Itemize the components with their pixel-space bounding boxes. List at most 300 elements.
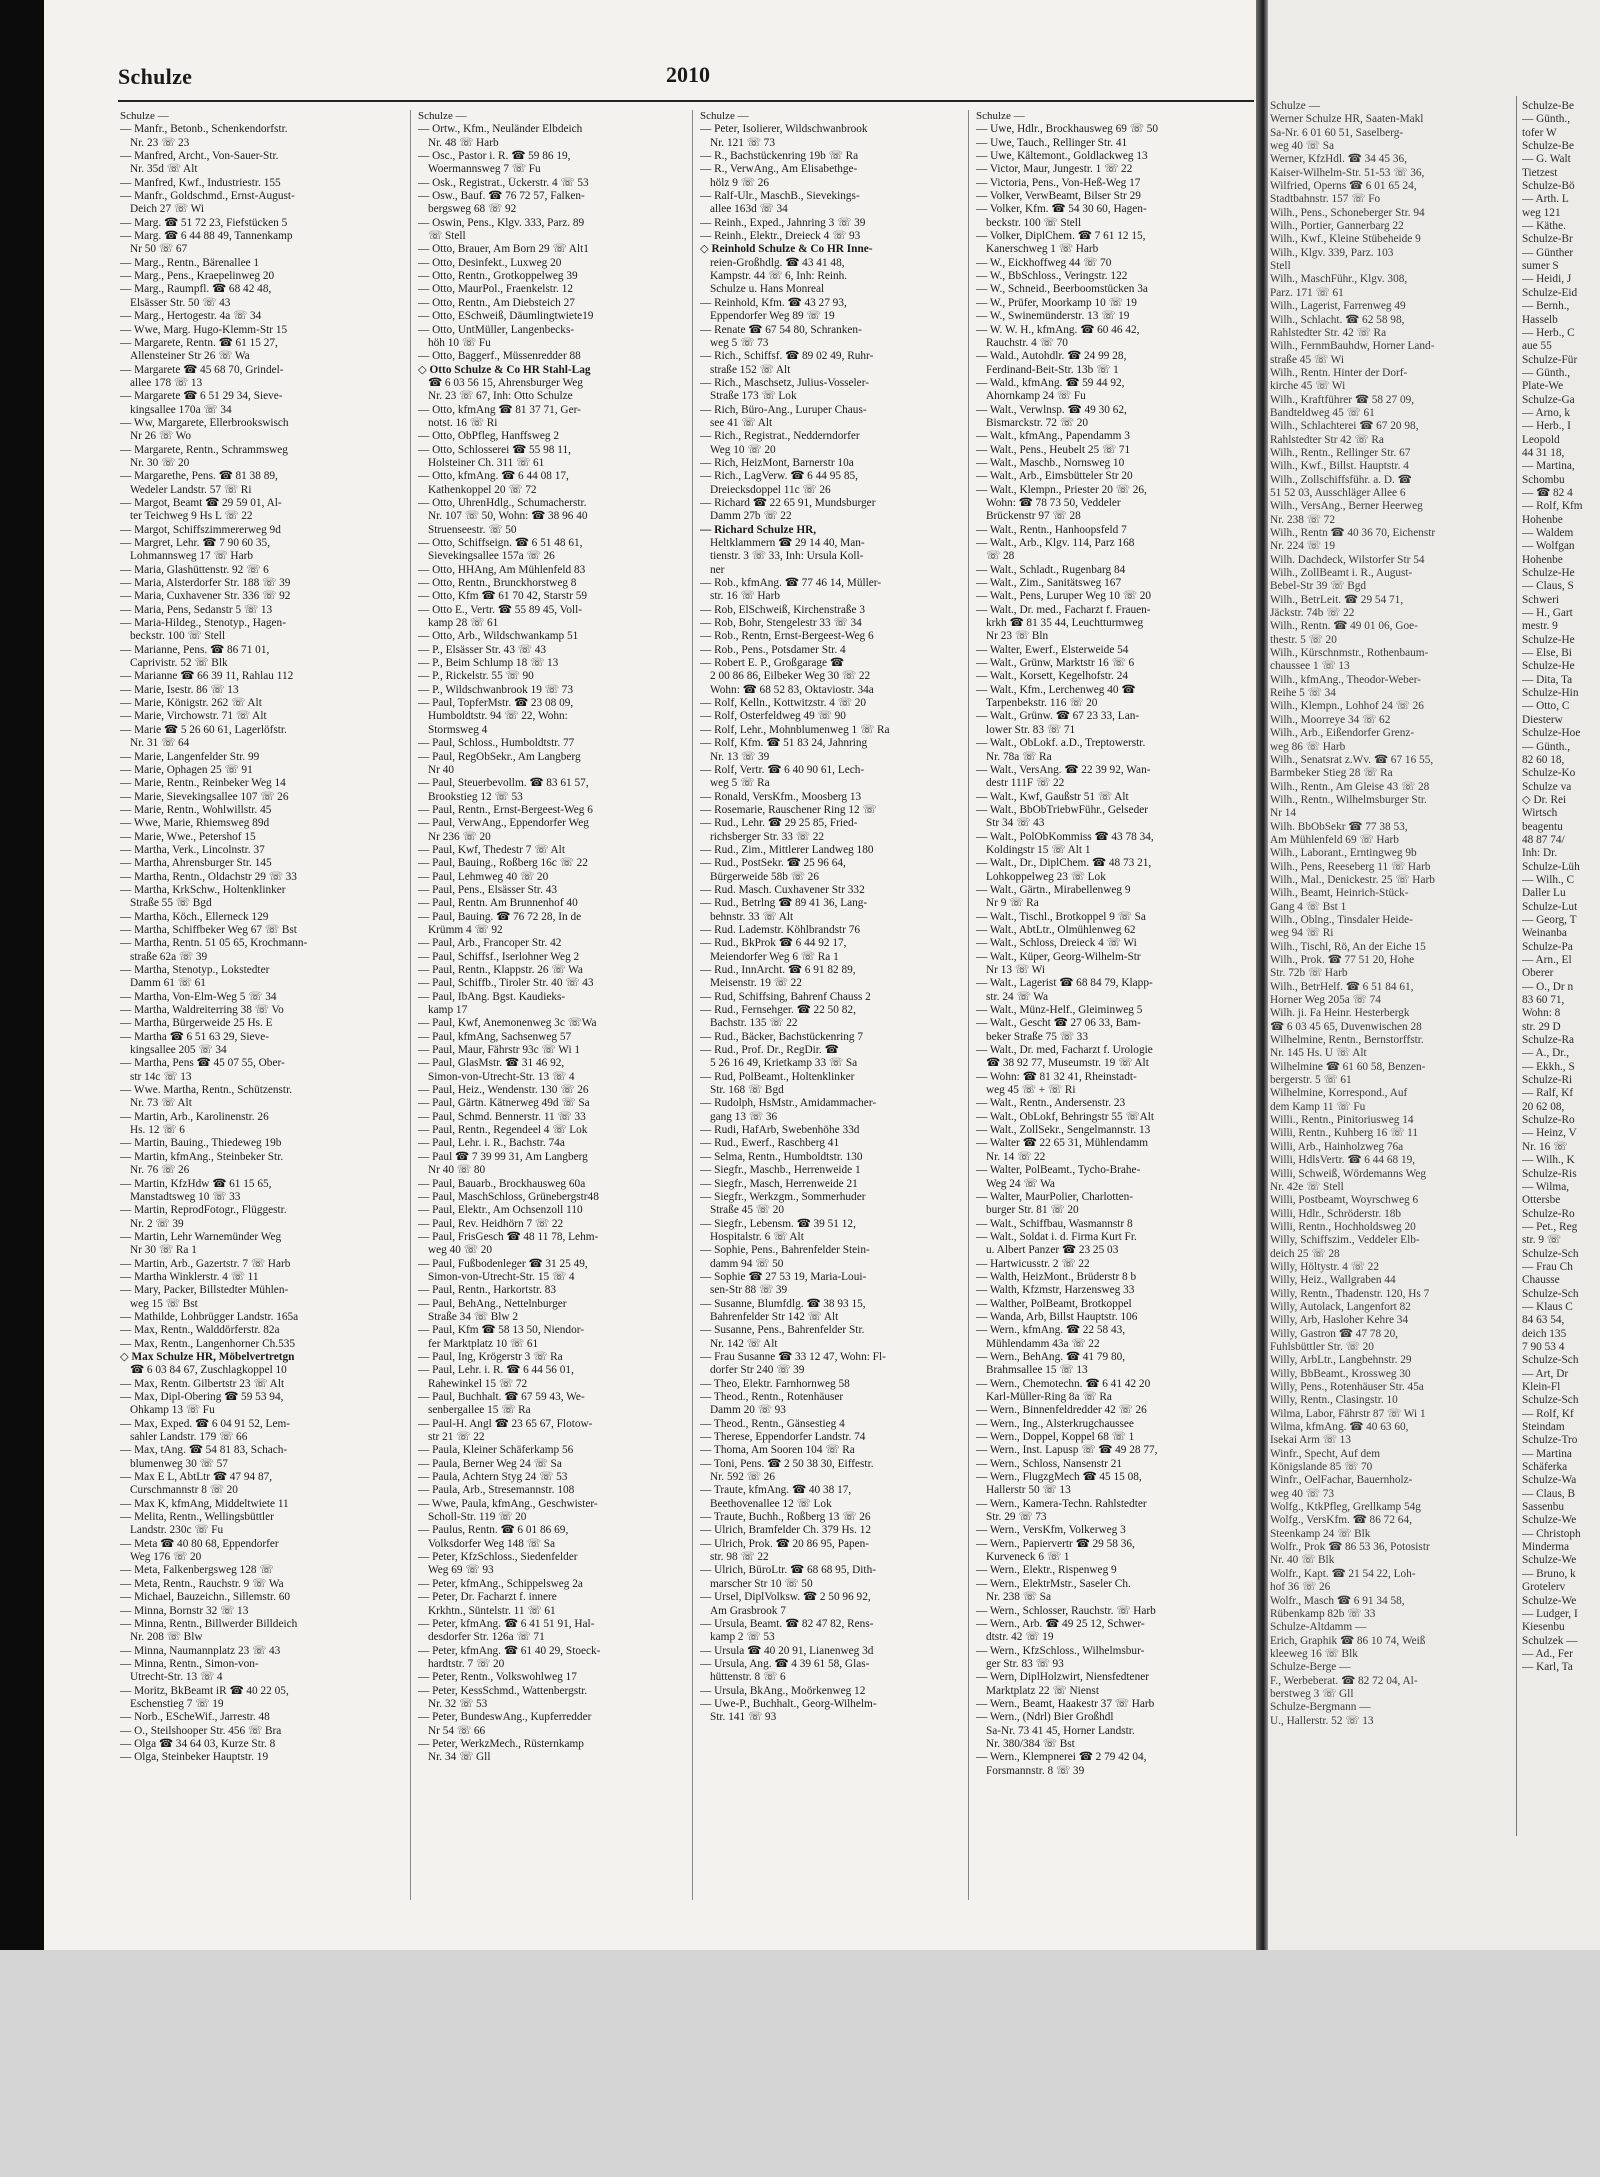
adjacent-entry: Jäckstr. 74b ☏ 22	[1270, 607, 1355, 620]
directory-entry: — Wern., Arb. ☎ 49 25 12, Schwer-	[976, 1617, 1145, 1630]
entry-continuation: damm 94 ☏ 50	[710, 1257, 784, 1270]
directory-entry: — Peter, kfmAng. ☎ 61 40 29, Stoeck-	[418, 1644, 601, 1657]
directory-entry: — Walt., Münz-Helf., Gleiminweg 5	[976, 1004, 1143, 1017]
entry-continuation: Volksdorfer Weg 148 ☏ Sa	[428, 1537, 556, 1550]
directory-entry: — Walt., Kfm., Lerchenweg 40 ☎	[976, 683, 1136, 696]
directory-entry: — Peter, Isolierer, Wildschwanbrook	[700, 123, 868, 136]
directory-entry: — Paul, Lehr. i. R., Bachstr. 74a	[418, 1137, 565, 1150]
entry-continuation: ☎ 38 92 77, Museumstr. 19 ☏ Alt	[986, 1057, 1149, 1070]
entry-continuation: Nr. 34 ☏ Gll	[428, 1751, 491, 1764]
adjacent-entry: U., Hallerstr. 52 ☏ 13	[1270, 1714, 1374, 1727]
adjacent-entry: Wilh., Zollschiffsführ. a. D. ☎	[1270, 473, 1412, 486]
directory-entry: — Wern., kfmAng. ☎ 22 58 43,	[976, 1324, 1126, 1337]
directory-entry: — Ww, Margarete, Ellerbrookswisch	[120, 416, 289, 429]
directory-entry: — Ralf-Ulr., MaschB., Sievekings-	[700, 190, 860, 203]
column-divider	[968, 110, 969, 1900]
adjacent-entry: Nr. 16 ☏	[1522, 1140, 1568, 1153]
directory-entry: — Walt., Rentn., Hanhoopsfeld 7	[976, 523, 1127, 536]
directory-entry: — Martha, Waldreiterring 38 ☏ Vo	[120, 1004, 284, 1017]
directory-entry: — Walt., Gescht ☎ 27 06 33, Bam-	[976, 1017, 1141, 1030]
entry-continuation: Nr 26 ☏ Wo	[130, 430, 192, 443]
entry-continuation: Ohkamp 13 ☏ Fu	[130, 1404, 215, 1417]
directory-entry: — Paul, FrisGesch ☎ 48 11 78, Lehm-	[418, 1230, 599, 1243]
entry-continuation: Str. 168 ☏ Bgd	[710, 1084, 784, 1097]
directory-entry: — Otto, Schlosserei ☎ 55 98 11,	[418, 443, 571, 456]
directory-entry: — Olga, Steinbeker Hauptstr. 19	[120, 1751, 269, 1764]
directory-entry: ◇ Reinhold Schulze & Co HR Inne-	[700, 243, 873, 256]
adjacent-entry: Isekai Arm ☏ 13	[1270, 1434, 1351, 1447]
directory-entry: — Martin, Arb., Karolinenstr. 26	[120, 1110, 269, 1123]
directory-entry: — Walt., Soldat i. d. Firma Kurt Fr.	[976, 1230, 1137, 1243]
adjacent-entry: F., Werbeberat. ☎ 82 72 04, Al-	[1270, 1674, 1418, 1687]
directory-entry: — Paul, Heiz., Wendenstr. 130 ☏ 26	[418, 1084, 589, 1097]
directory-entry: — Max, Rentn., Walddörferstr. 82a	[120, 1324, 280, 1337]
adjacent-entry: Königslande 85 ☏ 70	[1270, 1461, 1373, 1474]
adjacent-entry: Wilh., Pens., Schoneberger Str. 94	[1270, 206, 1425, 219]
directory-entry: — Rud, Schiffsing, Bahrenf Chauss 2	[700, 990, 871, 1003]
directory-entry: — Peter, Rentn., Volkswohlweg 17	[418, 1671, 577, 1684]
directory-entry: — Rob, Bohr, Stengelestr 33 ☏ 34	[700, 617, 862, 630]
adjacent-entry: Schulze-He	[1522, 660, 1575, 673]
adjacent-entry: Nr. 40 ☏ Blk	[1270, 1554, 1335, 1567]
directory-entry: — Paulus, Rentn. ☎ 6 01 86 69,	[418, 1524, 569, 1537]
adjacent-entry: Wilh., Rentn. ☎ 49 01 06, Goe-	[1270, 620, 1418, 633]
directory-entry: — Marie, Virchowstr. 71 ☏ Alt	[120, 710, 267, 723]
adjacent-entry: 82 60 18,	[1522, 753, 1565, 766]
adjacent-entry: kleeweg 16 ☏ Blk	[1270, 1647, 1358, 1660]
adjacent-entry: Wilh. Dachdeck, Wilstorfer Str 54	[1270, 553, 1425, 566]
entry-continuation: Hospitalstr. 6 ☏ Alt	[710, 1230, 804, 1243]
directory-entry: — Osw., Bauf. ☎ 76 72 57, Falken-	[418, 190, 585, 203]
directory-entry: — Margarete ☎ 6 51 29 34, Sieve-	[120, 390, 283, 403]
directory-entry: — P., Beim Schlump 18 ☏ 13	[418, 657, 559, 670]
directory-entry: — Rich., LagVerw. ☎ 6 44 95 85,	[700, 470, 858, 483]
directory-entry: — Peter, BundeswAng., Kupferredder	[418, 1711, 592, 1724]
adjacent-entry: Schulze-Für	[1522, 353, 1578, 366]
adjacent-entry: — Klaus C	[1522, 1300, 1573, 1313]
adjacent-entry: berstweg 3 ☏ Gll	[1270, 1687, 1354, 1700]
adjacent-entry: Wilhelmine ☎ 61 60 58, Benzen-	[1270, 1060, 1426, 1073]
directory-entry: — Walt., Zim., Sanitätsweg 167	[976, 577, 1122, 590]
directory-entry: — Siegfr., Maschb., Herrenweide 1	[700, 1164, 861, 1177]
column-3	[700, 110, 962, 1940]
entry-continuation: kamp 17	[428, 1004, 468, 1017]
directory-entry: — Walt., Dr. med., Facharzt f. Frauen-	[976, 603, 1151, 616]
entry-continuation: Ahornkamp 24 ☏ Fu	[986, 390, 1086, 403]
directory-entry: — Paul, Rentn., Klappstr. 26 ☏ Wa	[418, 964, 583, 976]
entry-continuation: Nr. 23 ☏ 67, Inh: Otto Schulze	[428, 390, 573, 403]
adjacent-entry: Sa-Nr. 6 01 60 51, Saselberg-	[1270, 126, 1404, 139]
directory-entry: — Uwe, Kältemont., Goldlackweg 13	[976, 150, 1148, 163]
entry-continuation: Weg 24 ☏ Wa	[986, 1177, 1055, 1190]
directory-entry: — Wwe, Paula, kfmAng., Geschwister-	[418, 1497, 598, 1510]
adjacent-entry: tofer W	[1522, 126, 1557, 139]
entry-continuation: dtstr. 42 ☏ 19	[986, 1631, 1054, 1644]
entry-continuation: Nr. 14 ☏ 22	[986, 1150, 1046, 1163]
adjacent-entry: Wilh., Schlacht. ☎ 62 58 98,	[1270, 313, 1405, 326]
adjacent-entry: Hohenbe	[1522, 513, 1563, 526]
adjacent-entry: Schulze-Ko	[1522, 767, 1576, 780]
adjacent-entry: — Arn., El	[1522, 954, 1572, 966]
directory-entry: — Paul, Kfm ☎ 58 13 50, Niendor-	[418, 1324, 585, 1337]
directory-entry: — Walt., VersAng. ☎ 22 39 92, Wan-	[976, 763, 1151, 776]
directory-entry: — Walt., Kwf, Gaußstr 51 ☏ Alt	[976, 790, 1129, 803]
adjacent-entry: hof 36 ☏ 26	[1270, 1581, 1331, 1594]
adjacent-entry: Willi, Postbeamt, Woyrschweg 6	[1270, 1194, 1419, 1207]
entry-continuation: Stormsweg 4	[428, 723, 488, 736]
directory-entry: — Wald., Autohdlr. ☎ 24 99 28,	[976, 350, 1127, 363]
entry-continuation: Nr 30 ☏ Ra 1	[130, 1244, 197, 1257]
directory-entry: — Rich., Maschsetz, Julius-Vosseler-	[700, 376, 869, 389]
adjacent-entry: Willi, Hdlr., Schröderstr. 18b	[1270, 1207, 1402, 1220]
directory-entry: — Paul, Kwf, Anemonenweg 3c ☏Wa	[418, 1017, 597, 1030]
directory-entry: — Reinh., Elektr., Dreieck 4 ☏ 93	[700, 230, 861, 243]
directory-entry: — Rich., Schiffsf. ☎ 89 02 49, Ruhr-	[700, 350, 874, 363]
directory-entry: — Paul, Fußbodenleger ☎ 31 25 49,	[418, 1257, 588, 1270]
directory-entry: — Meta, Falkenbergsweg 128 ☏	[120, 1564, 274, 1577]
directory-entry: — Maria, Cuxhavener Str. 336 ☏ 92	[120, 590, 291, 603]
entry-continuation: tienstr. 3 ☏ 33, Inh: Ursula Koll-	[710, 550, 864, 563]
adjacent-entry: Klein-Fl	[1522, 1381, 1561, 1393]
adjacent-entry: Grotelerv	[1522, 1581, 1566, 1594]
adjacent-entry: Schulze-Lüh	[1522, 860, 1580, 873]
entry-continuation: ger Str. 83 ☏ 93	[986, 1657, 1064, 1670]
entry-continuation: Nr 50 ☏ 67	[130, 243, 188, 256]
directory-entry: — Rud., Fernsehger. ☎ 22 50 82,	[700, 1004, 856, 1017]
adjacent-entry: — Martina,	[1522, 460, 1575, 473]
adjacent-entry: 51 52 03, Ausschläger Allee 6	[1270, 486, 1406, 499]
entry-continuation: Str. 29 ☏ 73	[986, 1511, 1047, 1524]
entry-continuation: Bürgerweide 58b ☏ 26	[710, 870, 819, 883]
directory-entry: — Peter, Dr. Facharzt f. innere	[418, 1591, 557, 1604]
entry-continuation: Rauchstr. 4 ☏ 70	[986, 336, 1068, 349]
adjacent-entry: Willy, Gastron ☎ 47 78 20,	[1270, 1327, 1399, 1340]
directory-entry: — Maria, Glashüttenstr. 92 ☏ 6	[120, 563, 269, 576]
directory-entry: — Rosemarie, Rauschener Ring 12 ☏	[700, 803, 877, 816]
directory-entry: — Maria-Hildeg., Stenotyp., Hagen-	[120, 617, 286, 630]
directory-entry: — Walt., kfmAng., Papendamm 3	[976, 430, 1130, 443]
adjacent-entry: Schulze-We	[1522, 1554, 1577, 1567]
entry-continuation: Straße 55 ☏ Bgd	[130, 897, 212, 910]
entry-continuation: Kanerschweg 1 ☏ Harb	[986, 243, 1099, 256]
entry-continuation: Nr. 592 ☏ 26	[710, 1471, 775, 1484]
directory-entry: — Martha, KrkSchw., Holtenklinker	[120, 883, 286, 896]
entry-continuation: Nr. 238 ☏ Sa	[986, 1591, 1051, 1604]
entry-continuation: destr 111F ☏ 22	[986, 777, 1065, 790]
entry-continuation: Nr. 76 ☏ 26	[130, 1164, 190, 1177]
directory-entry: — Rud, PolBeamt., Holtenklinker	[700, 1070, 855, 1083]
adjacent-entry: Wirtsch	[1522, 807, 1558, 820]
adjacent-entry: Steenkamp 24 ☏ Blk	[1270, 1527, 1371, 1540]
adjacent-entry: — Günth.,	[1522, 366, 1571, 379]
adjacent-entry: Kiesenbu	[1522, 1621, 1565, 1634]
directory-entry: — O., Steilshooper Str. 456 ☏ Bra	[120, 1724, 282, 1737]
directory-entry: — Paul, Bauing., Roßberg 16c ☏ 22	[418, 857, 588, 870]
adjacent-entry: — Pet., Reg	[1522, 1220, 1578, 1233]
adjacent-entry: Wilh., Kwf., Billst. Hauptstr. 4	[1270, 460, 1409, 473]
directory-entry: — Walt., ZollSekr., Sengelmannstr. 13	[976, 1124, 1151, 1137]
adjacent-entry: — Günth.,	[1522, 113, 1571, 126]
directory-entry: — Otto, Kfm ☎ 61 70 42, Starstr 59	[418, 590, 588, 603]
entry-continuation: Kurveneck 6 ☏ 1	[986, 1551, 1070, 1564]
entry-continuation: Weg 69 ☏ 93	[428, 1564, 494, 1577]
adjacent-entry: Schulze-Berge —	[1270, 1661, 1351, 1674]
directory-entry: — Walt., Klempn., Priester 20 ☏ 26,	[976, 483, 1147, 496]
directory-entry: — Paul, VerwAng., Eppendorfer Weg	[418, 817, 589, 830]
adjacent-entry: weg 40 ☏ 73	[1270, 1487, 1335, 1500]
directory-entry: — Rob., Pens., Potsdamer Str. 4	[700, 643, 846, 656]
directory-entry: — Otto, Rentn., Am Diebsteich 27	[418, 296, 575, 309]
directory-entry: — Walt., Schiffbau, Wasmannstr 8	[976, 1217, 1133, 1230]
adjacent-entry: Winfr., OelFachar, Bauernholz-	[1270, 1474, 1413, 1487]
directory-entry: — Toni, Pens. ☎ 2 50 38 30, Eiffestr.	[700, 1457, 874, 1470]
adjacent-entry: Schulze-We	[1522, 1594, 1577, 1607]
directory-entry: — Wern., Beamt, Haakestr 37 ☏ Harb	[976, 1697, 1155, 1710]
entry-continuation: Heltklammern ☎ 29 14 40, Man-	[710, 537, 865, 549]
adjacent-entry: Willi, Schweiß, Wördemanns Weg	[1270, 1167, 1427, 1180]
adjacent-entry: 7 90 53 4	[1522, 1340, 1565, 1353]
adjacent-entry: Schulze-Tro	[1522, 1434, 1578, 1447]
entry-continuation: Straße 45 ☏ 20	[710, 1204, 785, 1217]
adjacent-entry: Schombu	[1522, 473, 1565, 486]
directory-entry: — Ursel, DiplVolksw. ☎ 2 50 96 92,	[700, 1591, 871, 1604]
entry-continuation: Wohn: ☎ 78 73 50, Veddeler	[986, 496, 1121, 509]
adjacent-entry: — H., Gart	[1522, 607, 1573, 620]
directory-entry: — Walt., ObLokf, Behringstr 55 ☏Alt	[976, 1110, 1155, 1123]
entry-continuation: 5 26 16 49, Krietkamp 33 ☏ Sa	[710, 1057, 858, 1070]
adjacent-entry: Wolfr., Kapt. ☎ 21 54 22, Loh-	[1270, 1567, 1416, 1580]
directory-entry: — Otto, ObPfleg, Hanffsweg 2	[418, 430, 559, 443]
entry-continuation: Struenseestr. ☏ 50	[428, 523, 517, 536]
entry-continuation: Eppendorfer Weg 89 ☏ 19	[710, 310, 835, 323]
adjacent-entry: Wilh., Lagerist, Farrenweg 49	[1270, 300, 1406, 313]
directory-entry: — Paul, Schmd. Bennerstr. 11 ☏ 33	[418, 1110, 586, 1123]
adjacent-entry: Willy, Autolack, Langenfort 82	[1270, 1300, 1411, 1313]
entry-continuation: Nr. 78a ☏ Ra	[986, 750, 1052, 763]
adjacent-entry: dem Kamp 11 ☏ Fu	[1270, 1100, 1366, 1113]
directory-entry: — Selma, Rentn., Humboldtstr. 130	[700, 1150, 863, 1163]
directory-entry: — Max, tAng. ☎ 54 81 83, Schach-	[120, 1444, 288, 1457]
directory-entry: — Martin, ReprodFotogr., Flüggestr.	[120, 1204, 287, 1217]
header-rule	[118, 100, 1254, 102]
adjacent-page	[1268, 0, 1600, 1950]
adjacent-entry: Wolfg., VersKfm. ☎ 86 72 64,	[1270, 1514, 1412, 1527]
adjacent-entry: — Arno, k	[1522, 406, 1571, 419]
entry-continuation: Nr. 23 ☏ 23	[130, 136, 190, 149]
directory-entry: — Walt., Grünw. ☎ 67 23 33, Lan-	[976, 710, 1140, 723]
directory-entry: — Martha, Verk., Lincolnstr. 37	[120, 843, 265, 856]
directory-entry: — Ulrich, Bramfelder Ch. 379 Hs. 12	[700, 1524, 871, 1537]
adjacent-entry: Willy, Heiz., Wallgraben 44	[1270, 1274, 1396, 1287]
adjacent-entry: Nr 14	[1270, 807, 1297, 820]
directory-entry: — Rich., Registrat., Nedderndorfer	[700, 430, 860, 443]
directory-entry: — Manfr., Goldschmd., Ernst-August-	[120, 190, 295, 203]
directory-entry: — Ursula, BkAng., Moörkenweg 12	[700, 1684, 866, 1697]
adjacent-entry: Schulze-Altdamm —	[1270, 1621, 1367, 1634]
adjacent-entry: — ☎ 82 4	[1522, 486, 1573, 499]
directory-entry: — Marie, Isestr. 86 ☏ 13	[120, 683, 239, 696]
entry-continuation: Karl-Müller-Ring 8a ☏ Ra	[986, 1391, 1112, 1403]
directory-entry: — Robert E. P., Großgarage ☎	[700, 657, 844, 670]
adjacent-entry: — Herb., C	[1522, 326, 1575, 339]
directory-entry: — Marie, Ophagen 25 ☏ 91	[120, 763, 253, 776]
directory-entry: — Olga ☎ 34 64 03, Kurze Str. 8	[120, 1737, 276, 1750]
adjacent-entry: Hasselb	[1522, 313, 1558, 326]
directory-entry: — Rud. Lademstr. Köhlbrandstr 76	[700, 923, 861, 936]
adjacent-entry: — G. Walt	[1522, 153, 1571, 166]
book-gutter	[1256, 0, 1268, 1950]
directory-entry: — Otto, ESchweiß, Däumlingtwiete19	[418, 310, 594, 323]
entry-continuation: richsberger Str. 33 ☏ 22	[710, 830, 825, 843]
directory-entry: — Walth, Kfzmstr, Harzensweg 33	[976, 1284, 1135, 1297]
adjacent-entry: — Ad., Fer	[1522, 1647, 1573, 1660]
directory-entry: — Marianne, Pens. ☎ 86 71 01,	[120, 643, 270, 656]
adjacent-entry: Schulze-Be	[1522, 140, 1575, 153]
entry-continuation: Elsässer Str. 50 ☏ 43	[130, 296, 231, 309]
entry-continuation: Deich 27 ☏ Wi	[130, 203, 205, 216]
directory-entry: — Wern., Binnenfeldredder 42 ☏ 26	[976, 1404, 1147, 1417]
directory-entry: — Walt., Tischl., Brotkoppel 9 ☏ Sa	[976, 910, 1146, 923]
directory-entry: — Peter, kfmAng. ☎ 6 41 51 91, Hal-	[418, 1617, 595, 1630]
entry-continuation: blumenweg 30 ☏ 57	[130, 1457, 228, 1470]
directory-entry: — Walt., Dr. med, Facharzt f. Urologie	[976, 1044, 1153, 1057]
adjacent-entry: Oberer	[1522, 967, 1554, 980]
directory-entry: — Marg. ☎ 6 44 88 49, Tannenkamp	[120, 230, 293, 243]
directory-entry: — Margarethe, Pens. ☎ 81 38 89,	[120, 470, 278, 483]
adjacent-entry: weg 121	[1522, 206, 1561, 219]
entry-continuation: Nr. 208 ☏ Blw	[130, 1631, 203, 1644]
directory-entry: — Martha, Rentn., Oldachstr 29 ☏ 33	[120, 870, 297, 883]
directory-entry: — Paul, Arb., Francoper Str. 42	[418, 937, 562, 950]
adjacent-entry: deich 135	[1522, 1327, 1567, 1340]
entry-continuation: Str 34 ☏ 43	[986, 817, 1045, 830]
adjacent-entry: Wilh., Klempn., Lohhof 24 ☏ 26	[1270, 700, 1424, 713]
entry-continuation: Eschenstieg 7 ☏ 19	[130, 1697, 224, 1710]
directory-entry: — W., Schneid., Beerboomstücken 3a	[976, 283, 1148, 296]
directory-entry: — Walther, PolBeamt, Brotkoppel	[976, 1297, 1132, 1310]
directory-entry: — Max K, kfmAng, Middeltwiete 11	[120, 1497, 289, 1510]
directory-entry: — Frau Susanne ☎ 33 12 47, Wohn: Fl-	[700, 1350, 886, 1363]
entry-continuation: hüttenstr. 8 ☏ 6	[710, 1671, 786, 1684]
entry-continuation: Nr. 121 ☏ 73	[710, 136, 775, 149]
directory-entry: — Wern., Papiervertr ☎ 29 58 36,	[976, 1537, 1135, 1550]
entry-continuation: höh 10 ☏ Fu	[428, 336, 491, 349]
entry-continuation: Nr. 32 ☏ 53	[428, 1697, 488, 1710]
directory-entry: — Wern., KfzSchloss., Wilhelmsbur-	[976, 1644, 1145, 1657]
directory-entry: — Therese, Eppendorfer Landstr. 74	[700, 1431, 866, 1444]
directory-entry: — Martin, kfmAng., Steinbeker Str.	[120, 1150, 284, 1163]
entry-continuation: weg 40 ☏ 20	[428, 1244, 493, 1257]
directory-entry: — Paul, MaschSchloss, Grünebergstr48	[418, 1190, 599, 1203]
directory-entry: — Paul, Maur, Fährstr 93c ☏ Wi 1	[418, 1044, 581, 1057]
entry-continuation: Nr. 142 ☏ Alt	[710, 1337, 778, 1350]
directory-entry: — Rud., Betrlng ☎ 89 41 36, Lang-	[700, 897, 868, 910]
directory-entry: — Otto, Baggerf., Müssenredder 88	[418, 350, 581, 363]
directory-entry: — Wwe, Marie, Rhiemsweg 89d	[120, 817, 270, 830]
adjacent-entry: — Heidi, J	[1522, 273, 1572, 286]
entry-continuation: Nr. 35d ☏ Alt	[130, 163, 198, 176]
adjacent-entry: chaussee 1 ☏ 13	[1270, 660, 1350, 673]
directory-entry: — Rud. Masch. Cuxhavener Str 332	[700, 883, 865, 896]
directory-entry: — Sophie, Pens., Bahrenfelder Stein-	[700, 1244, 870, 1257]
column-2	[418, 110, 680, 1940]
directory-entry: — Reinhold, Kfm. ☎ 43 27 93,	[700, 296, 847, 309]
directory-entry: — Rud., Bäcker, Bachstückenring 7	[700, 1030, 863, 1043]
directory-entry: — Walt., BbObTriebwFühr., Gelseder	[976, 803, 1148, 816]
directory-entry: — Martin, KfzHdw ☎ 61 15 65,	[120, 1177, 272, 1190]
adjacent-entry: — Frau Ch	[1522, 1260, 1573, 1273]
entry-continuation: gang 13 ☏ 36	[710, 1110, 778, 1123]
directory-entry: — Rolf, Lehr., Mohnblumenweg 1 ☏ Ra	[700, 723, 890, 736]
directory-entry: — Maria, Pens, Sedanstr 5 ☏ 13	[120, 603, 273, 616]
entry-continuation: Nr. 107 ☏ 50, Wohn: ☎ 38 96 40	[428, 510, 588, 523]
adjacent-entry: Schulze va	[1522, 780, 1572, 793]
entry-continuation: Nr 23 ☏ Bln	[986, 630, 1049, 643]
directory-entry: — Paul, IbAng. Bgst. Kaudieks-	[418, 990, 566, 1003]
entry-continuation: Weg 176 ☏ 20	[130, 1551, 202, 1564]
entry-continuation: beckstr. 100 ☏ Stell	[130, 630, 226, 643]
entry-continuation: Manstadtsweg 10 ☏ 33	[130, 1190, 241, 1203]
adjacent-entry: Schulze-He	[1522, 567, 1575, 580]
directory-entry: — Wern., Chemotechn. ☎ 6 41 42 20	[976, 1377, 1151, 1390]
directory-entry: — Victoria, Pens., Von-Heß-Weg 17	[976, 176, 1141, 189]
entry-continuation: bergsweg 68 ☏ 92	[428, 203, 517, 216]
directory-entry: — Paul, Steuerbevollm. ☎ 83 61 57,	[418, 777, 589, 790]
adjacent-entry: Schulze-Sch	[1522, 1247, 1579, 1260]
adjacent-entry: Horner Weg 205a ☏ 74	[1270, 994, 1381, 1007]
entry-continuation: Nr. 31 ☏ 64	[130, 737, 190, 750]
entry-continuation: Sa-Nr. 73 41 45, Horner Landstr.	[986, 1724, 1135, 1737]
adjacent-entry: Wilh., Senatsrat z.Wv. ☎ 67 16 55,	[1270, 753, 1434, 766]
directory-entry: — Manfred, Archt., Von-Sauer-Str.	[120, 150, 279, 163]
directory-entry: — Paul, Schloss., Humboldtstr. 77	[418, 737, 575, 750]
directory-entry: — Minna, Rentn., Simon-von-	[120, 1657, 259, 1670]
directory-entry: — Martha, Bürgerweide 25 Hs. E	[120, 1017, 273, 1030]
entry-continuation: Meisenstr. 19 ☏ 22	[710, 977, 802, 990]
directory-entry: — Minna, Bornstr 32 ☏ 13	[120, 1604, 249, 1617]
column-heading: Schulze —	[976, 110, 1025, 122]
directory-entry: — Rud., Prof. Dr., RegDir. ☎	[700, 1044, 839, 1057]
adjacent-entry: Wilh., Kürschnmstr., Rothenbaum-	[1270, 647, 1429, 660]
entry-continuation: hölz 9 ☏ 26	[710, 176, 769, 189]
adjacent-entry: Willy, Rentn., Thadenstr. 120, Hs 7	[1270, 1287, 1430, 1300]
adjacent-entry: — Ludger, I	[1522, 1607, 1578, 1620]
entry-continuation: straße 62a ☏ 39	[130, 950, 208, 963]
entry-continuation: senbergallee 15 ☏ Ra	[428, 1404, 531, 1417]
entry-continuation: allee 163d ☏ 34	[710, 203, 788, 216]
directory-entry: — Martin, Arb., Gazertstr. 7 ☏ Harb	[120, 1257, 291, 1270]
entry-continuation: Bachstr. 135 ☏ 22	[710, 1017, 798, 1030]
directory-entry: — Volker, VerwBeamt, Bilser Str 29	[976, 190, 1141, 203]
entry-continuation: Am Grasbrook 7	[710, 1604, 786, 1617]
adjacent-entry: Schulze-Hin	[1522, 687, 1579, 700]
directory-entry: — Ursula, Ang. ☎ 4 39 61 58, Glas-	[700, 1657, 870, 1670]
entry-continuation: Meiendorfer Weg 6 ☏ Ra 1	[710, 950, 839, 963]
directory-entry: — Max, Exped. ☎ 6 04 91 52, Lem-	[120, 1417, 291, 1430]
adjacent-entry: Nr. 238 ☏ 72	[1270, 513, 1335, 526]
entry-continuation: str 14c ☏ 13	[130, 1070, 192, 1083]
adjacent-entry: Schulze-Bö	[1522, 180, 1575, 193]
adjacent-entry: Willy, Pens., Rotenhäuser Str. 45a	[1270, 1381, 1424, 1393]
adjacent-entry: Fuhlsbüttler Str. ☏ 20	[1270, 1340, 1374, 1353]
scan-margin	[0, 0, 44, 2177]
adjacent-entry: Am Mühlenfeld 69 ☏ Harb	[1270, 833, 1399, 846]
directory-entry: — Paula, Kleiner Schäferkamp 56	[418, 1444, 574, 1457]
adjacent-entry: weg 94 ☏ Ri	[1270, 927, 1334, 940]
adjacent-entry: Tietzest	[1522, 166, 1558, 179]
entry-continuation: Brookstieg 12 ☏ 53	[428, 790, 523, 803]
entry-continuation: Beethovenallee 12 ☏ Lok	[710, 1497, 832, 1510]
